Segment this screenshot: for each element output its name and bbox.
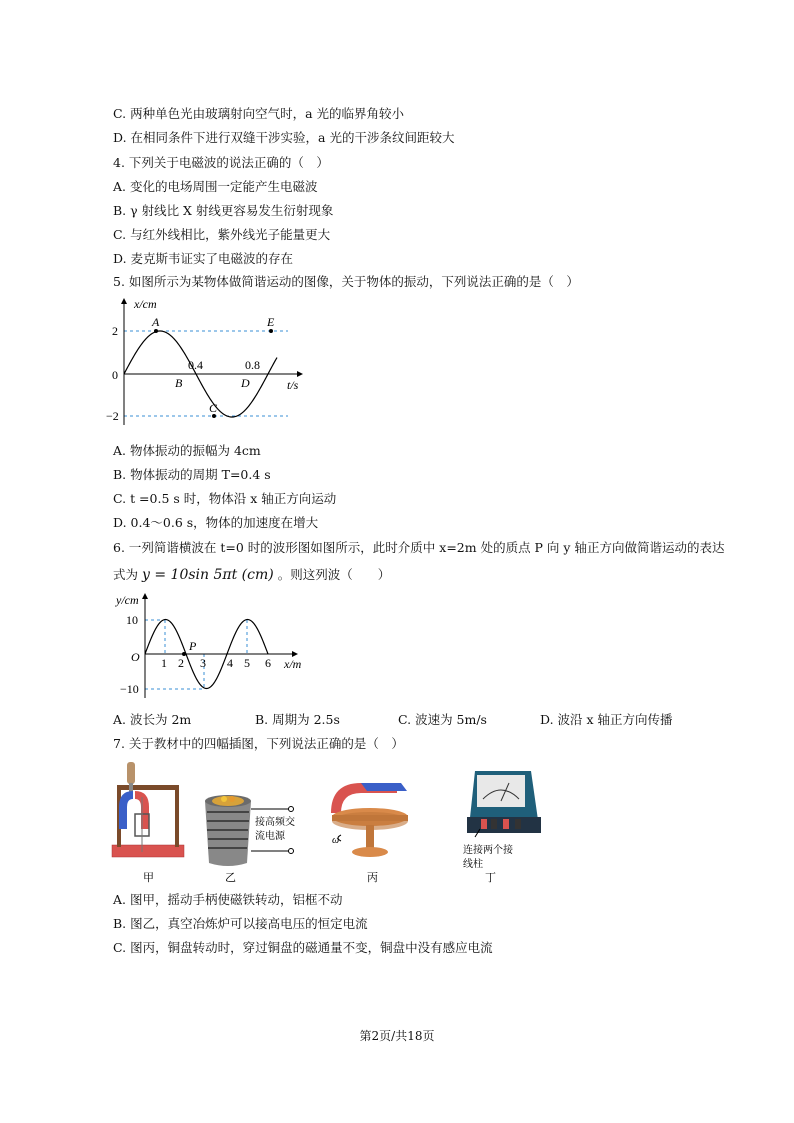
- fig6-ylabel: y/cm: [116, 593, 139, 607]
- option-3c: C. 两种单色光由玻璃射向空气时，a 光的临界角较小: [113, 106, 404, 121]
- figure-6-wave-graph: [112, 590, 312, 700]
- fig7-caption-yi: 乙: [225, 872, 236, 884]
- fig6-xtick-2: 2: [178, 656, 184, 670]
- figure-7-illustrations: [105, 757, 545, 887]
- fig6-ytick-neg10: −10: [120, 682, 139, 696]
- fig5-xlabel: t/s: [287, 378, 299, 392]
- option-4b: B. γ 射线比 X 射线更容易发生衍射现象: [113, 203, 334, 218]
- fig7-jia-apparatus: [112, 762, 184, 857]
- option-6b: B. 周期为 2.5s: [255, 712, 340, 727]
- option-7b: B. 图乙，真空冶炼炉可以接高电压的恒定电流: [113, 916, 368, 931]
- fig7-yi-label-2: 流电源: [255, 831, 285, 842]
- question-7: 7. 关于教材中的四幅插图，下列说法正确的是（ ）: [113, 736, 404, 751]
- fig5-point-b: B: [175, 376, 183, 390]
- fig5-ylabel: x/cm: [134, 297, 157, 311]
- figure-5-shm-graph: [106, 293, 312, 428]
- fig7-caption-jia: 甲: [143, 872, 154, 884]
- fig5-point-d: D: [241, 376, 250, 390]
- fig5-point-a: A: [152, 315, 160, 329]
- fig6-point-p: P: [189, 639, 197, 653]
- fig5-point-c: C: [209, 401, 218, 415]
- formula-prefix: 式为: [113, 567, 139, 582]
- fig7-bing-copper-disk: [331, 783, 408, 857]
- option-5d: D. 0.4～0.6 s，物体的加速度在增大: [113, 515, 319, 530]
- option-3d: D. 在相同条件下进行双缝干涉实验，a 光的干涉条纹间距较大: [113, 130, 455, 145]
- option-4c: C. 与红外线相比，紫外线光子能量更大: [113, 227, 331, 242]
- option-6d: D. 波沿 x 轴正方向传播: [540, 712, 673, 727]
- fig5-ytick-neg2: −2: [106, 409, 119, 423]
- option-6a: A. 波长为 2m: [113, 712, 192, 727]
- fig6-origin: O: [131, 650, 140, 664]
- fig6-xtick-1: 1: [161, 656, 167, 670]
- fig5-ytick-0: 0: [112, 368, 118, 382]
- fig6-xlabel: x/m: [284, 657, 302, 671]
- option-7c: C. 图丙，铜盘转动时，穿过铜盘的磁通量不变，铜盘中没有感应电流: [113, 940, 493, 955]
- fig5-point-e: E: [267, 315, 275, 329]
- option-5c: C. t =0.5 s 时，物体沿 x 轴正方向运动: [113, 491, 337, 506]
- fig7-yi-label-1: 接高频交: [255, 817, 295, 828]
- fig5-ytick-2: 2: [112, 324, 118, 338]
- question-6: 6. 一列简谐横波在 t=0 时的波形图如图所示，此时介质中 x=2m 处的质点 P 向 y 轴正方向做简谐运动的表达: [113, 540, 725, 555]
- option-5a: A. 物体振动的振幅为 4cm: [113, 443, 261, 458]
- fig7-omega: ω: [332, 835, 340, 846]
- fig7-caption-bing: 丙: [367, 872, 378, 884]
- formula-suffix: 。则这列波（ ）: [277, 567, 391, 582]
- fig6-xtick-3: 3: [200, 656, 206, 670]
- option-4d: D. 麦克斯韦证实了电磁波的存在: [113, 251, 294, 266]
- fig6-ytick-10: 10: [126, 613, 138, 627]
- option-6c: C. 波速为 5m/s: [398, 712, 487, 727]
- fig6-xtick-6: 6: [265, 656, 271, 670]
- fig6-xtick-4: 4: [227, 656, 233, 670]
- fig7-caption-ding: 丁: [485, 872, 496, 884]
- option-5b: B. 物体振动的周期 T=0.4 s: [113, 467, 271, 482]
- fig7-ding-meter: [467, 771, 541, 837]
- option-7a: A. 图甲，摇动手柄使磁铁转动，铝框不动: [113, 892, 343, 907]
- question-4: 4. 下列关于电磁波的说法正确的（ ）: [113, 155, 329, 170]
- fig6-xtick-5: 5: [244, 656, 250, 670]
- fig5-xtick-08: 0.8: [245, 358, 260, 372]
- option-4a: A. 变化的电场周围一定能产生电磁波: [113, 179, 318, 194]
- page-footer: 第2页/共18页: [359, 1029, 435, 1043]
- fig5-xtick-04: 0.4: [188, 358, 203, 372]
- question-5: 5. 如图所示为某物体做简谐运动的图像，关于物体的振动，下列说法正确的是（ ）: [113, 274, 579, 289]
- question-6-formula-line: [113, 567, 390, 583]
- fig7-ding-label-1: 连接两个接: [463, 845, 513, 856]
- formula: y = 10sin 5πt (cm): [142, 567, 274, 583]
- fig7-ding-label-2: 线柱: [463, 859, 483, 870]
